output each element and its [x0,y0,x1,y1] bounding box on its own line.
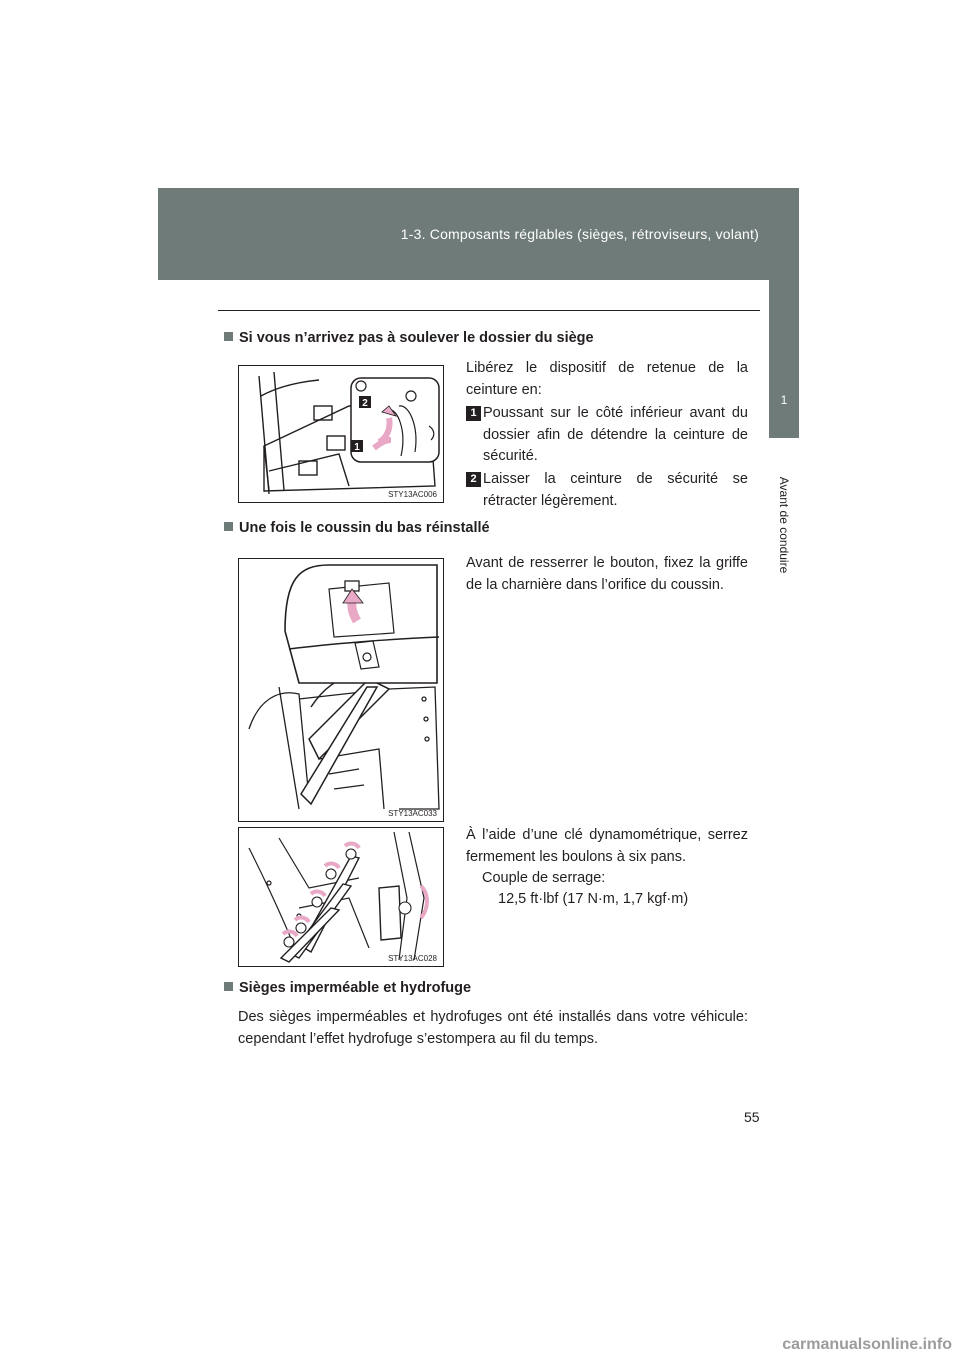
torque-label: Couple de serrage: [482,870,606,886]
page-number: 55 [744,1109,760,1125]
step-text: Laisser la ceinture de sécurité se rétracter légèrement. [483,471,748,509]
step-1 [466,403,748,468]
heading-waterproof: Sièges imperméable et hydrofuge [224,980,471,996]
header-band [158,188,799,280]
chapter-tab [769,280,799,438]
divider [218,310,760,311]
step-2 [466,469,748,512]
figure-seatbelt-release [238,365,444,503]
intro-text: Libérez le dispositif de retenue de la ceinture en: [466,360,748,398]
footer-watermark: carmanualsonline.info [782,1336,952,1353]
bullet-square-icon [224,522,233,531]
chapter-number: 1 [780,393,788,407]
figure-code: STY13AC006 [388,490,437,499]
step-number-badge: 1 [466,406,481,421]
chapter-label: Avant de conduire [777,476,791,574]
cushion-text: Avant de resserrer le bouton, fixez la griffe de la charnière dans l’orifice du coussin. [466,555,748,593]
figure-code: STY13AC028 [388,954,437,963]
torque-value: 12,5 ft·lbf (17 N·m, 1,7 kgf·m) [498,891,689,907]
heading-seatback: Si vous n’arrivez pas à soulever le dossier du siège [224,330,594,346]
step-number-badge: 2 [466,472,481,487]
step-text: Poussant sur le côté inférieur avant du dossier afin de détendre la ceinture de sécurité. [483,405,748,464]
heading-cushion: Une fois le coussin du bas réinstallé [224,520,490,536]
figure-hinge-claw [238,558,444,822]
svg-text:1: 1 [354,442,360,453]
figure-code: STY13AC033 [388,809,437,818]
figure-bolts [238,827,444,967]
svg-text:2: 2 [362,398,368,409]
bullet-square-icon [224,982,233,991]
bolts-text: À l’aide d’une clé dynamométrique, serrez fermement les boulons à six pans. [466,827,748,865]
bullet-square-icon [224,332,233,341]
waterproof-text: Des sièges imperméables et hydrofuges ont été installés dans votre véhicule: cependant l’effet hydrofuge s’estompera au fil du temps. [238,1009,748,1047]
section-title: 1-3. Composants réglables (sièges, rétroviseurs, volant) [400,226,759,242]
